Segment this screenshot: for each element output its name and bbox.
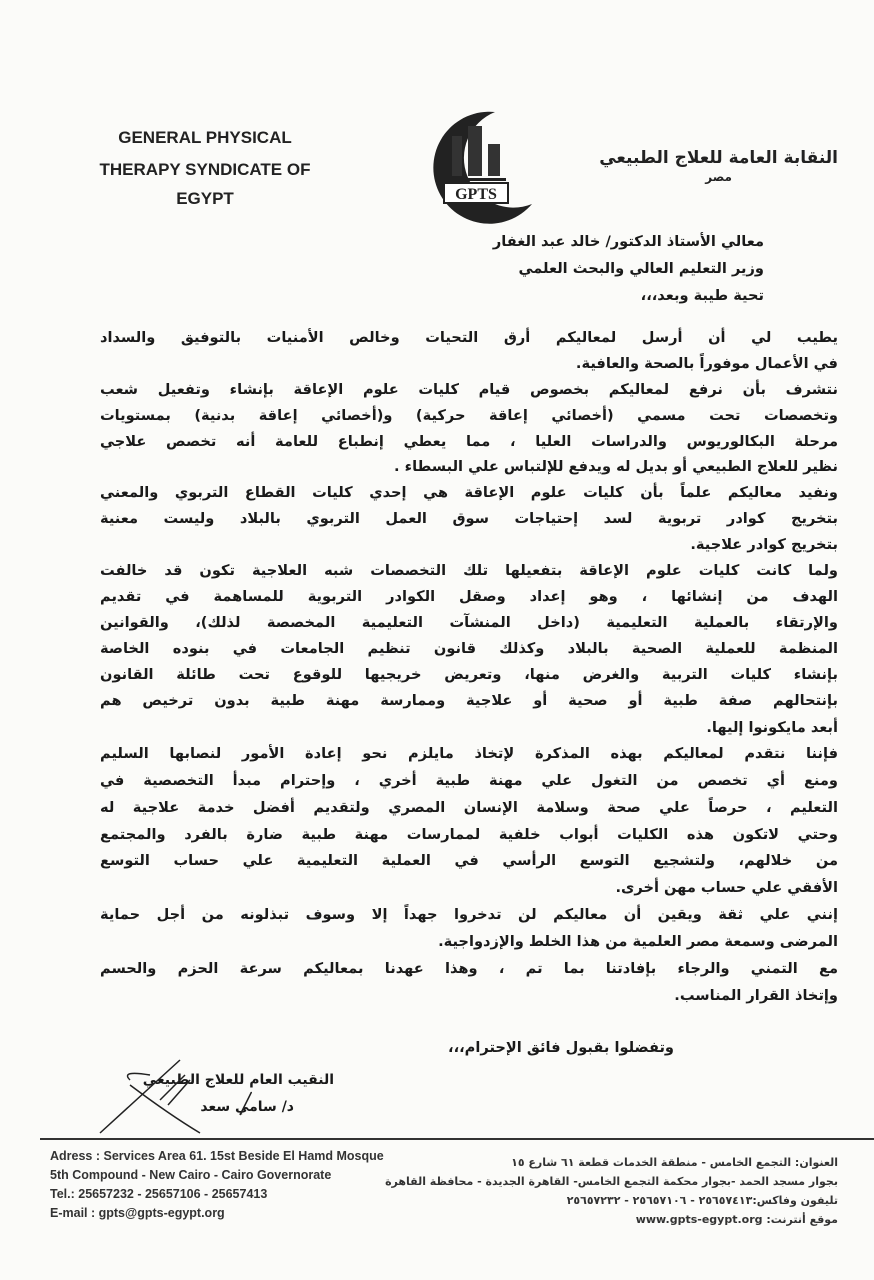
body-line: مع التمني والرجاء بإفادتنا بما تم ، وهذا عهدنا بمعاليكم سرعة الحزم والحسم	[100, 960, 838, 977]
closing-line: وتفضلوا بقبول فائق الإحترام،،،	[448, 1039, 674, 1056]
body-line: نظير للعلاج الطبيعي أو بديل له ويدفع للإلتباس علي البسطاء .	[393, 458, 838, 475]
body-line: وحتي لاتكون هذه الكليات أبواب خلفية لممارسات مهنة طبية ضارة بالفرد والمجتمع	[100, 826, 838, 843]
body-line: من خلالهم، ولتشجيع التوسع الرأسي في العملية التعليمية علي حساب التوسع	[100, 852, 838, 869]
syndicate-logo	[420, 108, 540, 226]
body-line: مرحلة البكالوريوس والدراسات العليا ، مما يعطي إنطباع للعامة أنه تخصص علاجي	[100, 433, 838, 450]
footer-address-ar-2: بجوار مسجد الحمد -بجوار محكمة التجمع الخامس- القاهرة الجديدة - محافظة القاهرة	[385, 1175, 838, 1188]
org-title-ar: النقابة العامة للعلاج الطبيعي	[599, 148, 838, 168]
body-line: فإننا نتقدم لمعاليكم بهذه المذكرة لإتخاذ مايلزم نحو إعادة الأمور لنصابها السليم	[100, 745, 838, 762]
signatory-name: د/ سامي سعد	[200, 1099, 294, 1115]
body-line: إنني علي ثقة ويقين أن معاليكم لن تدخروا جهداً إلا وسوف تبذلونه من أجل حماية	[100, 906, 838, 923]
body-line: بتخريج كوادر تربوية لسد إحتياجات سوق العمل التربوي بالبلاد وليست معنية	[100, 510, 838, 527]
addressee-line-3: تحية طيبة وبعد،،،	[640, 287, 764, 304]
body-line: في الأعمال موفوراً بالصحة والعافية.	[575, 355, 838, 372]
org-country-ar: مصر	[705, 170, 732, 184]
body-line: والإرتقاء بالعملية التعليمية (داخل المنشآت التعليمية المخصصة لذلك)، والقوانين	[100, 614, 838, 631]
body-line: يطيب لي أن أرسل لمعاليكم أرق التحيات وخالص الأمنيات بالتوفيق والسداد	[100, 329, 838, 346]
body-line: المنظمة للعملية الصحية بالبلاد وكذلك قانون تنظيم الجامعات في بنوده الخاصة	[100, 640, 838, 657]
body-line: وإتخاذ القرار المناسب.	[674, 987, 838, 1004]
body-line: أبعد مايكونوا إليها.	[706, 719, 838, 736]
footer-contact-en	[50, 1147, 384, 1223]
body-line: بإنشاء كليات التربية والغرض منها، وتعريض خريجيها للوقوع تحت طائلة القانون	[100, 666, 838, 683]
handwritten-signature	[90, 1055, 330, 1135]
org-name-ar	[599, 148, 838, 184]
body-line: ومنع أي تخصص من التغول علي مهنة طبية أخري ، وإحترام مبدأ التخصصية في	[100, 772, 838, 789]
body-line: ونفيد معاليكم علماً بأن كليات علوم الإعاقة هي إحدي كليات القطاع التربوي والمعني	[100, 484, 838, 501]
body-line: بتخريج كوادر علاجية.	[690, 536, 838, 553]
body-line: نتشرف بأن نرفع لمعاليكم بخصوص قيام كليات علوم الإعاقة بإنشاء وتفعيل شعب	[100, 381, 838, 398]
footer-contact-ar	[385, 1153, 838, 1229]
body-line: الهدف من إنشائها ، وهو إعداد وصقل الكوادر التربوية للمساهمة في تقديم	[100, 588, 838, 605]
footer-website-ar[interactable]: موقع أنترنت: www.gpts-egypt.org	[635, 1213, 838, 1226]
footer-email-en[interactable]: E-mail : gpts@gpts-egypt.org	[50, 1206, 225, 1220]
org-name-en-line-3: EGYPT	[176, 189, 234, 208]
logo-text: GPTS	[455, 186, 497, 203]
footer-address-ar: العنوان: التجمع الخامس - منطقة الخدمات قطعة ٦١ شارع ١٥	[511, 1156, 838, 1169]
body-line: بإنتحالهم صفة طبية أو صحية أو علاجية وممارسة مهنة طبية بدون ترخيص هم	[100, 692, 838, 709]
org-name-en-line-2: THERAPY SYNDICATE OF	[99, 160, 311, 179]
org-name-en-line-1: GENERAL PHYSICAL	[118, 128, 292, 147]
footer-address-en: Adress : Services Area 61. 15st Beside El Hamd Mosque	[50, 1149, 384, 1163]
body-line: ولما كانت كليات علوم الإعاقة بتفعيلها تلك التخصصات شبه العلاجية تكون قد خالفت	[100, 562, 838, 579]
footer-address-en-2: 5th Compound - New Cairo - Cairo Governorate	[50, 1168, 332, 1182]
footer-divider	[40, 1138, 874, 1140]
body-line: وتخصصات تحت مسمي (أخصائي إعاقة حركية) و(أخصائي إعاقة بدنية) بمستويات	[100, 407, 838, 424]
addressee-line-1: معالي الأستاذ الدكتور/ خالد عبد الغفار	[492, 233, 764, 250]
addressee-line-2: وزير التعليم العالي والبحث العلمي	[518, 260, 764, 277]
body-line: الأفقي علي حساب مهن أخرى.	[615, 879, 838, 896]
body-line: التعليم ، حرصاً علي صحة وسلامة الإنسان المصري ولتقديم أفضل خدمة علاجية له	[100, 799, 838, 816]
signatory-title: النقيب العام للعلاج الطبيعي	[142, 1072, 334, 1088]
footer-phone-en: Tel.: 25657232 - 25657106 - 25657413	[50, 1187, 268, 1201]
body-line: المرضى وسمعة مصر العلمية من هذا الخلط والإزدواجية.	[438, 933, 838, 950]
footer-phone-ar: تليفون وفاكس:٢٥٦٥٧٤١٣ - ٢٥٦٥٧١٠٦ - ٢٥٦٥٧٢٣٢	[566, 1194, 838, 1207]
